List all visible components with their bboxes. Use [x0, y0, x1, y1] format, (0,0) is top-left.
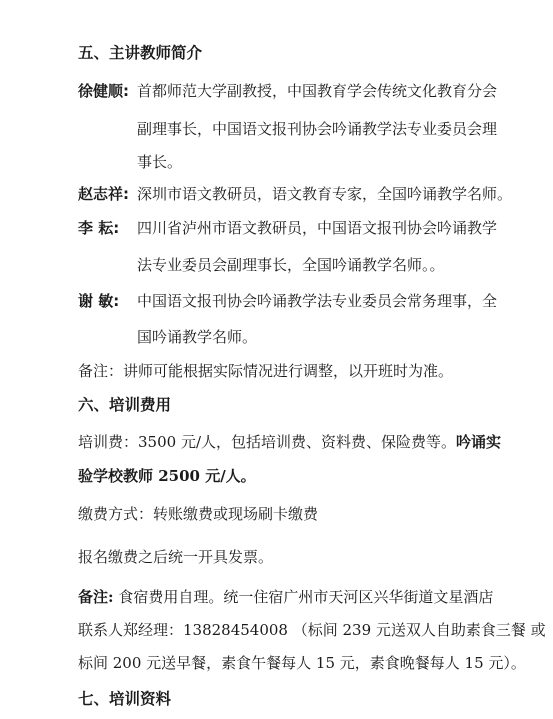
teacher-name-zhao: 赵志祥:	[78, 185, 129, 203]
teacher-bio-line: 国吟诵教学名师。	[137, 328, 258, 346]
teacher-name-li: 李 耘:	[78, 219, 120, 237]
payment-method: 缴费方式：转账缴费或现场刷卡缴费	[78, 505, 319, 523]
note-label: 备注:	[78, 588, 114, 606]
teacher-bio-line: 四川省泸州市语文教研员，中国语文报刊协会吟诵教学	[137, 219, 498, 237]
fee-line	[78, 432, 501, 452]
section5-note: 备注：讲师可能根据实际情况进行调整，以开班时为准。	[78, 362, 454, 380]
pricing-line: 标间 200 元送早餐，素食午餐每人 15 元，素食晚餐每人 15 元）。	[78, 654, 526, 672]
teacher-bio-line: 中国语文报刊协会吟诵教学法专业委员会常务理事，全	[137, 292, 498, 310]
teacher-bio-line: 首都师范大学副教授，中国教育学会传统文化教育分会	[137, 82, 498, 100]
section5-title: 五、主讲教师简介	[78, 44, 203, 62]
fee-highlight-continued: 验学校教师 2500 元/人。	[78, 467, 256, 485]
lodging-note-line	[78, 587, 493, 607]
teacher-name-xu: 徐健顺:	[78, 82, 129, 100]
fee-highlight: 吟诵实	[456, 433, 502, 451]
teacher-bio-line: 法专业委员会副理事长，全国吟诵教学名师。。	[137, 256, 445, 274]
teacher-name-xie: 谢 敏:	[78, 292, 120, 310]
teacher-bio-line: 副理事长，中国语文报刊协会吟诵教学法专业委员会理	[137, 120, 498, 138]
contact-line: 联系人郑经理：13828454008 （标间 239 元送双人自助素食三餐 或	[78, 621, 546, 639]
section6-title: 六、培训费用	[78, 396, 172, 414]
section7-title: 七、培训资料	[78, 690, 172, 708]
teacher-bio-line: 深圳市语文教研员，语文教育专家，全国吟诵教学名师。	[137, 185, 513, 203]
teacher-bio-line: 事长。	[137, 153, 183, 171]
fee-text: 培训费：3500 元/人，包括培训费、资料费、保险费等。	[78, 433, 456, 451]
invoice-note: 报名缴费之后统一开具发票。	[78, 548, 274, 566]
note-text: 食宿费用自理。统一住宿广州市天河区兴华街道文星酒店	[118, 588, 494, 606]
